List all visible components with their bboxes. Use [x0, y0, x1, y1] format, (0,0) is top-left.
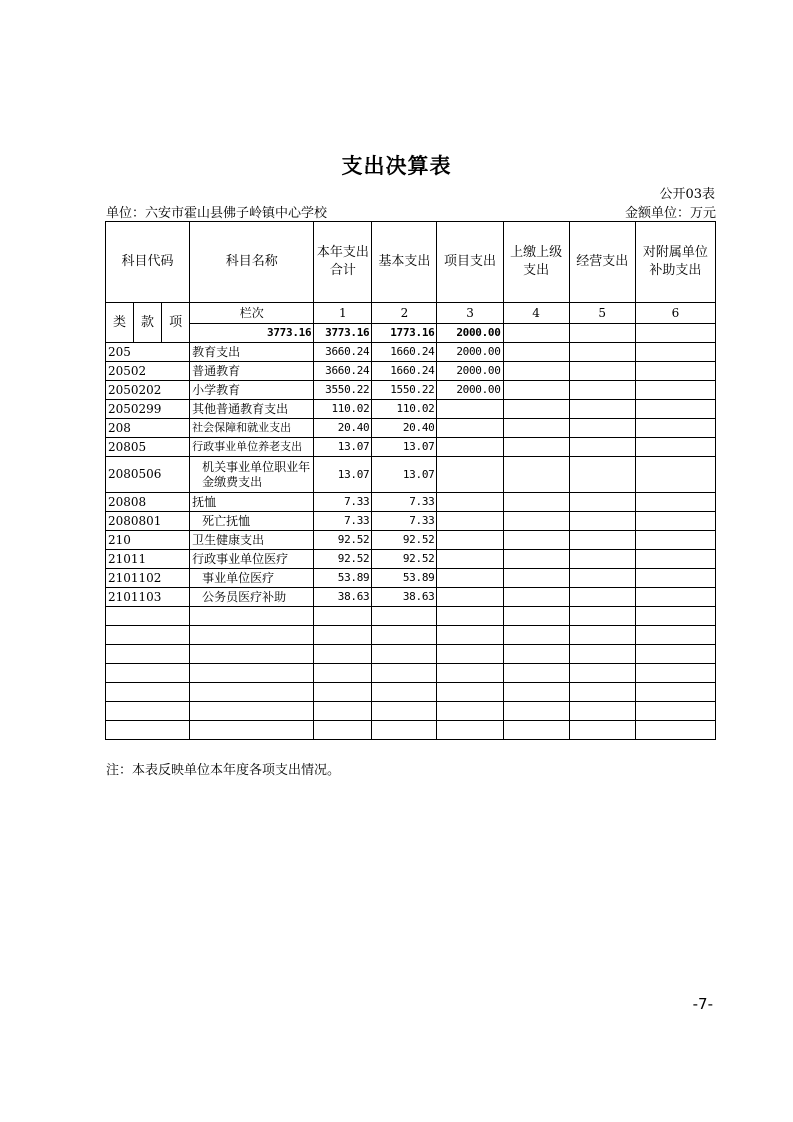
row-basic: 1660.24 [372, 343, 437, 362]
row-project [437, 493, 503, 512]
table-row [106, 343, 716, 362]
table-row [106, 457, 716, 493]
row-total: 38.63 [314, 588, 372, 607]
header-upper: 上缴上级支出 [503, 222, 569, 303]
table-row [106, 438, 716, 457]
row-upper [503, 569, 569, 588]
row-upper [503, 381, 569, 400]
row-name: 事业单位医疗 [190, 569, 314, 588]
row-upper [503, 362, 569, 381]
row-business [569, 381, 635, 400]
row-subsidy [635, 512, 715, 531]
row-business [569, 588, 635, 607]
row-subsidy [635, 419, 715, 438]
empty-row [106, 607, 716, 626]
row-upper [503, 419, 569, 438]
row-total: 13.07 [314, 438, 372, 457]
row-code: 2080801 [106, 512, 190, 531]
row-business [569, 419, 635, 438]
row-total: 110.02 [314, 400, 372, 419]
row-total: 53.89 [314, 569, 372, 588]
page-number: -7- [692, 995, 713, 1013]
row-subsidy [635, 362, 715, 381]
row-basic: 53.89 [372, 569, 437, 588]
row-name: 小学教育 [190, 381, 314, 400]
row-name: 死亡抚恤 [190, 512, 314, 531]
row-basic: 7.33 [372, 512, 437, 531]
header-kuan: 款 [134, 303, 162, 343]
row-project [437, 569, 503, 588]
row-code: 20808 [106, 493, 190, 512]
total-business [569, 324, 635, 343]
row-basic: 1550.22 [372, 381, 437, 400]
row-upper [503, 588, 569, 607]
row-code: 2101102 [106, 569, 190, 588]
row-project [437, 550, 503, 569]
row-total: 3660.24 [314, 362, 372, 381]
row-total: 3550.22 [314, 381, 372, 400]
row-subsidy [635, 343, 715, 362]
row-name: 社会保障和就业支出 [190, 419, 314, 438]
header-basic: 基本支出 [372, 222, 437, 303]
unit-name: 单位：六安市霍山县佛子岭镇中心学校 [106, 206, 328, 221]
empty-row [106, 626, 716, 645]
row-total: 7.33 [314, 493, 372, 512]
row-project [437, 438, 503, 457]
row-upper [503, 512, 569, 531]
row-business [569, 550, 635, 569]
row-project [437, 419, 503, 438]
row-upper [503, 531, 569, 550]
row-business [569, 343, 635, 362]
row-subsidy [635, 588, 715, 607]
table-row [106, 588, 716, 607]
table-row [106, 362, 716, 381]
row-subsidy [635, 569, 715, 588]
row-business [569, 362, 635, 381]
header-lei: 类 [106, 303, 134, 343]
row-subsidy [635, 493, 715, 512]
header-row [106, 222, 716, 303]
empty-row [106, 645, 716, 664]
row-name: 行政事业单位养老支出 [190, 438, 314, 457]
total-subsidy [635, 324, 715, 343]
col-num-4: 4 [503, 303, 569, 324]
col-num-2: 2 [372, 303, 437, 324]
empty-row [106, 721, 716, 740]
row-basic: 110.02 [372, 400, 437, 419]
row-basic: 13.07 [372, 438, 437, 457]
empty-row [106, 664, 716, 683]
total-upper [503, 324, 569, 343]
row-project [437, 400, 503, 419]
row-code: 2080506 [106, 457, 190, 493]
row-business [569, 512, 635, 531]
row-code: 2050202 [106, 381, 190, 400]
header-lanci: 栏次 [190, 303, 314, 324]
row-code: 20502 [106, 362, 190, 381]
col-num-3: 3 [437, 303, 503, 324]
row-total: 20.40 [314, 419, 372, 438]
row-name: 机关事业单位职业年金缴费支出 [190, 457, 314, 493]
empty-row [106, 702, 716, 721]
row-upper [503, 400, 569, 419]
header-xiang: 项 [162, 303, 190, 343]
row-name: 公务员医疗补助 [190, 588, 314, 607]
header-total: 本年支出合计 [314, 222, 372, 303]
row-total: 13.07 [314, 457, 372, 493]
row-total: 92.52 [314, 550, 372, 569]
row-basic: 13.07 [372, 457, 437, 493]
row-name: 普通教育 [190, 362, 314, 381]
row-business [569, 457, 635, 493]
row-project: 2000.00 [437, 362, 503, 381]
row-code: 208 [106, 419, 190, 438]
row-basic: 7.33 [372, 493, 437, 512]
row-business [569, 438, 635, 457]
header-business: 经营支出 [569, 222, 635, 303]
row-upper [503, 438, 569, 457]
col-num-6: 6 [635, 303, 715, 324]
row-name: 卫生健康支出 [190, 531, 314, 550]
row-project: 2000.00 [437, 343, 503, 362]
row-business [569, 493, 635, 512]
row-name: 行政事业单位医疗 [190, 550, 314, 569]
row-basic: 38.63 [372, 588, 437, 607]
table-row [106, 512, 716, 531]
row-subsidy [635, 400, 715, 419]
column-number-row [106, 303, 716, 324]
row-name: 教育支出 [190, 343, 314, 362]
row-code: 210 [106, 531, 190, 550]
table-row [106, 493, 716, 512]
row-upper [503, 493, 569, 512]
row-code: 21011 [106, 550, 190, 569]
table-row [106, 381, 716, 400]
empty-row [106, 683, 716, 702]
expenditure-table [105, 221, 716, 740]
table-row [106, 569, 716, 588]
header-subsidy: 对附属单位补助支出 [635, 222, 715, 303]
row-upper [503, 550, 569, 569]
row-project [437, 588, 503, 607]
col-num-1: 1 [314, 303, 372, 324]
row-basic: 20.40 [372, 419, 437, 438]
table-row [106, 419, 716, 438]
amount-unit: 金额单位：万元 [624, 206, 716, 221]
row-code: 205 [106, 343, 190, 362]
row-project [437, 531, 503, 550]
row-basic: 92.52 [372, 550, 437, 569]
row-name: 抚恤 [190, 493, 314, 512]
total-project: 2000.00 [437, 324, 503, 343]
row-name: 其他普通教育支出 [190, 400, 314, 419]
col-num-5: 5 [569, 303, 635, 324]
total-name-value: 3773.16 [190, 324, 314, 343]
table-row [106, 400, 716, 419]
row-total: 7.33 [314, 512, 372, 531]
row-project [437, 457, 503, 493]
header-subject-code: 科目代码 [106, 222, 190, 303]
total-total: 3773.16 [314, 324, 372, 343]
table-note: 注：本表反映单位本年度各项支出情况。 [106, 763, 341, 778]
table-row [106, 531, 716, 550]
table-code: 公开03表 [659, 187, 715, 202]
row-code: 20805 [106, 438, 190, 457]
row-business [569, 400, 635, 419]
total-basic: 1773.16 [372, 324, 437, 343]
row-project [437, 512, 503, 531]
row-subsidy [635, 457, 715, 493]
page-title: 支出决算表 [341, 154, 452, 178]
row-total: 3660.24 [314, 343, 372, 362]
row-basic: 92.52 [372, 531, 437, 550]
row-project: 2000.00 [437, 381, 503, 400]
table-row [106, 550, 716, 569]
row-subsidy [635, 381, 715, 400]
row-business [569, 531, 635, 550]
row-upper [503, 457, 569, 493]
header-project: 项目支出 [437, 222, 503, 303]
row-total: 92.52 [314, 531, 372, 550]
row-subsidy [635, 550, 715, 569]
header-subject-name: 科目名称 [190, 222, 314, 303]
total-row [106, 324, 716, 343]
row-code: 2101103 [106, 588, 190, 607]
row-subsidy [635, 438, 715, 457]
row-upper [503, 343, 569, 362]
row-business [569, 569, 635, 588]
row-basic: 1660.24 [372, 362, 437, 381]
row-subsidy [635, 531, 715, 550]
row-code: 2050299 [106, 400, 190, 419]
